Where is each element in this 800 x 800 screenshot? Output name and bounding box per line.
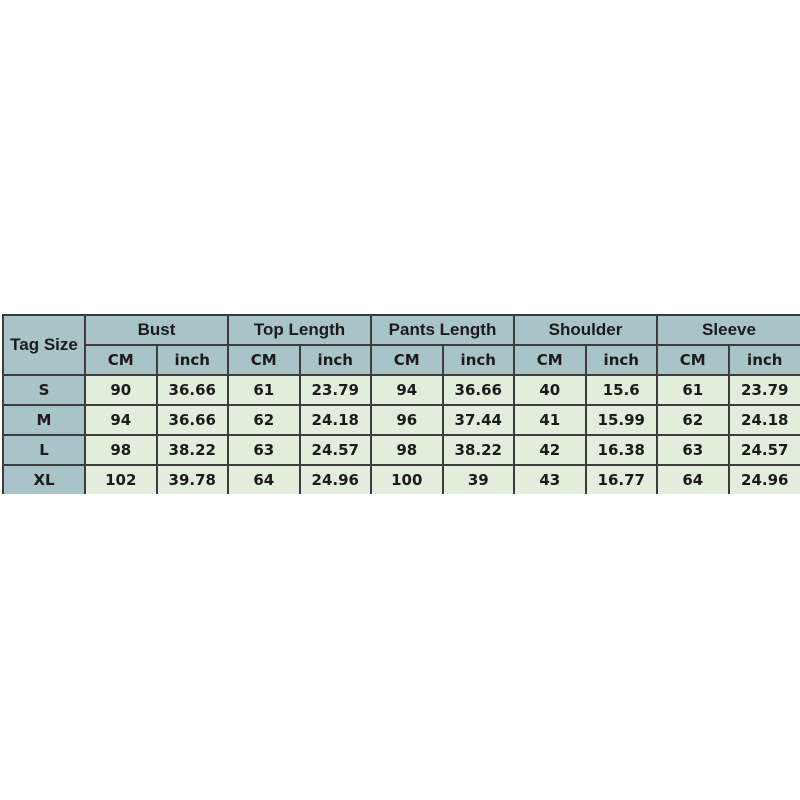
cell-m-shoulder-cm: 41	[514, 405, 586, 435]
cell-m-top-length-cm: 62	[228, 405, 300, 435]
cell-l-shoulder-inch: 16.38	[586, 435, 658, 465]
cell-s-pants-length-inch: 36.66	[443, 375, 515, 405]
size-chart-table	[2, 314, 800, 494]
subheader-pants-length-cm: CM	[371, 345, 443, 375]
cell-s-top-length-inch: 23.79	[300, 375, 372, 405]
table-row-s	[3, 375, 800, 405]
table-row-l	[3, 435, 800, 465]
cell-s-shoulder-inch: 15.6	[586, 375, 658, 405]
row-tag-l: L	[3, 435, 85, 465]
cell-m-top-length-inch: 24.18	[300, 405, 372, 435]
subheader-bust-cm: CM	[85, 345, 157, 375]
corner-header-tag-size: Tag Size	[3, 315, 85, 375]
cell-m-bust-cm: 94	[85, 405, 157, 435]
cell-xl-pants-length-cm: 100	[371, 465, 443, 494]
group-header-sleeve: Sleeve	[657, 315, 800, 345]
group-header-row	[3, 315, 800, 345]
table-row-m	[3, 405, 800, 435]
cell-xl-bust-cm: 102	[85, 465, 157, 494]
cell-xl-sleeve-inch: 24.96	[729, 465, 800, 494]
subheader-sleeve-inch: inch	[729, 345, 800, 375]
cell-l-pants-length-inch: 38.22	[443, 435, 515, 465]
cell-l-sleeve-cm: 63	[657, 435, 729, 465]
group-header-shoulder: Shoulder	[514, 315, 657, 345]
group-header-top-length: Top Length	[228, 315, 371, 345]
row-tag-xl: XL	[3, 465, 85, 494]
size-chart	[2, 314, 800, 494]
cell-m-sleeve-cm: 62	[657, 405, 729, 435]
unit-header-row	[3, 345, 800, 375]
subheader-shoulder-inch: inch	[586, 345, 658, 375]
cell-l-pants-length-cm: 98	[371, 435, 443, 465]
cell-l-shoulder-cm: 42	[514, 435, 586, 465]
cell-xl-pants-length-inch: 39	[443, 465, 515, 494]
cell-xl-top-length-cm: 64	[228, 465, 300, 494]
cell-l-bust-inch: 38.22	[157, 435, 229, 465]
row-tag-s: S	[3, 375, 85, 405]
cell-s-top-length-cm: 61	[228, 375, 300, 405]
cell-l-top-length-inch: 24.57	[300, 435, 372, 465]
cell-l-bust-cm: 98	[85, 435, 157, 465]
subheader-top-length-inch: inch	[300, 345, 372, 375]
subheader-top-length-cm: CM	[228, 345, 300, 375]
group-header-bust: Bust	[85, 315, 228, 345]
cell-m-pants-length-cm: 96	[371, 405, 443, 435]
cell-s-pants-length-cm: 94	[371, 375, 443, 405]
cell-xl-bust-inch: 39.78	[157, 465, 229, 494]
cell-s-sleeve-cm: 61	[657, 375, 729, 405]
cell-s-bust-cm: 90	[85, 375, 157, 405]
subheader-bust-inch: inch	[157, 345, 229, 375]
cell-xl-shoulder-inch: 16.77	[586, 465, 658, 494]
cell-m-shoulder-inch: 15.99	[586, 405, 658, 435]
row-tag-m: M	[3, 405, 85, 435]
cell-s-sleeve-inch: 23.79	[729, 375, 800, 405]
cell-m-bust-inch: 36.66	[157, 405, 229, 435]
table-row-xl	[3, 465, 800, 494]
cell-s-shoulder-cm: 40	[514, 375, 586, 405]
cell-l-sleeve-inch: 24.57	[729, 435, 800, 465]
cell-xl-sleeve-cm: 64	[657, 465, 729, 494]
cell-m-pants-length-inch: 37.44	[443, 405, 515, 435]
cell-xl-shoulder-cm: 43	[514, 465, 586, 494]
subheader-sleeve-cm: CM	[657, 345, 729, 375]
subheader-pants-length-inch: inch	[443, 345, 515, 375]
group-header-pants-length: Pants Length	[371, 315, 514, 345]
cell-m-sleeve-inch: 24.18	[729, 405, 800, 435]
cell-l-top-length-cm: 63	[228, 435, 300, 465]
cell-xl-top-length-inch: 24.96	[300, 465, 372, 494]
subheader-shoulder-cm: CM	[514, 345, 586, 375]
cell-s-bust-inch: 36.66	[157, 375, 229, 405]
